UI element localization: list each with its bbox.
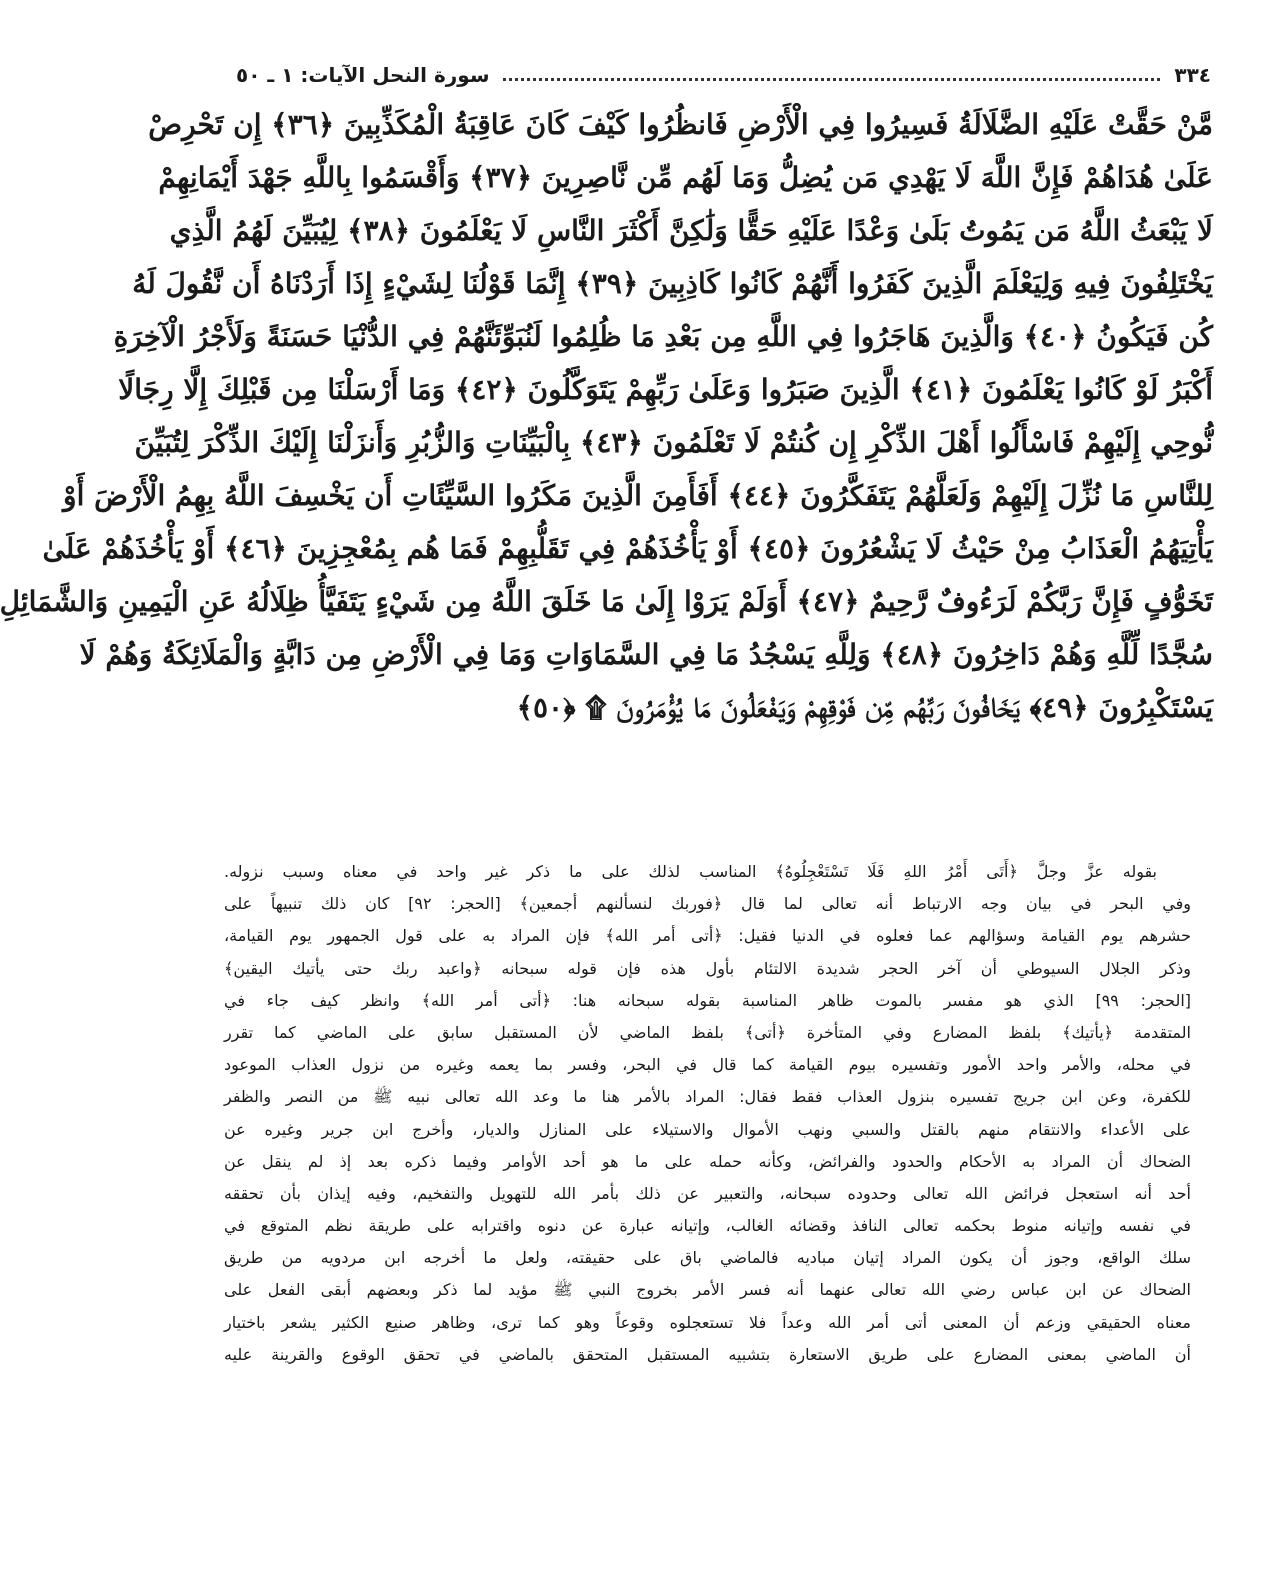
tafsir-line: على الأعداء والانتقام منهم بالقتل والسبي ونهب الأموال والاستيلاء على المنازل والديار، وأخرج ابن جرير وغيره عن [224, 1119, 1191, 1139]
quran-line: نُّوحِي إِلَيْهِمْ فَاسْأَلُوا أَهْلَ الذِّكْرِ إِن كُنتُمْ لَا تَعْلَمُونَ ﴿٤٣﴾ بِالْبَيِّنَاتِ وَالزُّبُرِ وَأَنزَلْنَا إِلَيْكَ الذِّكْرَ لِتُبَيِّنَ [134, 426, 1213, 459]
tafsir-line: الضحاك عن ابن عباس رضي الله تعالى عنهما أنه فسر الأمر بخروج النبي ﷺ مؤيد لما ذكر وبعضهم أبقى الفعل على [224, 1280, 1191, 1300]
quran-line: كُن فَيَكُونُ ﴿٤٠﴾ وَالَّذِينَ هَاجَرُوا فِي اللَّهِ مِن بَعْدِ مَا ظُلِمُوا لَنُبَوِّئَنَّهُمْ فِي الدُّنْيَا حَسَنَةً وَلَأَجْرُ الْآخِرَةِ [113, 320, 1213, 353]
tafsir-line: معناه الحقيقي وزعم أن المعنى أتى أمر الله وعداً فلا تستعجلوه وقوعاً وهو كما ترى، وظاهر صنيع الكثير يشعر باختيار [224, 1312, 1191, 1332]
quran-line: أَكْبَرُ لَوْ كَانُوا يَعْلَمُونَ ﴿٤١﴾ الَّذِينَ صَبَرُوا وَعَلَىٰ رَبِّهِمْ يَتَوَكَّلُونَ ﴿٤٢﴾ وَمَا أَرْسَلْنَا مِن قَبْلِكَ إِلَّا رِجَالًا [118, 373, 1213, 406]
tafsir-commentary-block [224, 856, 1191, 1371]
tafsir-line: بقوله عزَّ وجلَّ ﴿أَتَى أَمْرُ اللهِ فَلَا تَسْتَعْجِلُوهُ﴾ المناسب لذلك على ما ذكر غير واحد في معناه وسبب نزوله. [224, 862, 1157, 881]
tafsir-line: للكفرة، وعن ابن جريج تفسيره بنزول العذاب فقط فقال: المراد بالأمر هنا ما وعد الله تعالى نبيه ﷺ من النصر والظفر [224, 1087, 1191, 1107]
quran-line: سُجَّدًا لِّلَّهِ وَهُمْ دَاخِرُونَ ﴿٤٨﴾ وَلِلَّهِ يَسْجُدُ مَا فِي السَّمَاوَاتِ وَمَا فِي الْأَرْضِ مِن دَابَّةٍ وَالْمَلَائِكَةُ وَهُمْ لَا [79, 638, 1213, 671]
tafsir-line: سلك الواقع، وجوز أن يكون المراد إتيان مباديه فالماضي باق على حقيقته، ولعل ما أخرجه ابن مردويه من طريق [224, 1248, 1191, 1268]
tafsir-line: المتقدمة ﴿يأتيك﴾ بلفظ المضارع وفي المتأخرة ﴿أتى﴾ بلفظ الماضي لأن المستقبل سابق على الماضي كما تقرر [224, 1022, 1191, 1042]
tafsir-line: وذكر الجلال السيوطي أن آخر الحجر شديدة الالتئام بأول هذه فإن قوله سبحانه ﴿واعبد ربك حتى يأتيك اليقين﴾ [224, 958, 1191, 978]
tafsir-line: حشرهم يوم القيامة وسؤالهم عما فعلوه في الدنيا فقيل: ﴿أتى أمر الله﴾ فإن المراد به على قول الجمهور يوم القيامة، [224, 926, 1191, 946]
tafsir-line: الضحاك أن المراد به الأحكام والحدود والفرائض، وكأنه حمله على ما هو أحد الأوامر وفيما ذكره بعد إذ لم ينقل عن [224, 1151, 1191, 1171]
quran-line: مَّنْ حَقَّتْ عَلَيْهِ الضَّلَالَةُ فَسِيرُوا فِي الْأَرْضِ فَانظُرُوا كَيْفَ كَانَ عَاقِبَةُ الْمُكَذِّبِينَ ﴿٣٦﴾ إِن تَحْرِصْ [148, 108, 1213, 141]
tafsir-line: أحد أنه استعجل فرائض الله تعالى وحدوده سبحانه، والتعبير عن ذلك بأمر الله للتهويل والتفخيم، وفيه إيذان بأن تحققه [224, 1183, 1191, 1203]
tafsir-line: [الحجر: ٩٩] الذي هو مفسر بالموت ظاهر المناسبة بقوله سبحانه هنا: ﴿أتى أمر الله﴾ وانظر كيف جاء في [224, 990, 1192, 1010]
page-number: ٣٣٤ [1174, 63, 1211, 87]
quran-line: يَأْتِيَهُمُ الْعَذَابُ مِنْ حَيْثُ لَا يَشْعُرُونَ ﴿٤٥﴾ أَوْ يَأْخُذَهُمْ فِي تَقَلُّبِهِمْ فَمَا هُم بِمُعْجِزِينَ ﴿٤٦﴾ أَوْ يَأْخُذَهُمْ عَلَىٰ [42, 532, 1213, 565]
page-header [236, 58, 1211, 92]
tafsir-line: في نفسه وإتيانه منوط بحكمه تعالى النافذ وقضائه الغالب، وإتيانه عبارة عن دنوه واقترابه على طريقة نظم المتوقع في [224, 1216, 1191, 1236]
quran-text-block [0, 98, 1213, 734]
quran-line: تَخَوُّفٍ فَإِنَّ رَبَّكُمْ لَرَءُوفٌ رَّحِيمٌ ﴿٤٧﴾ أَوَلَمْ يَرَوْا إِلَىٰ مَا خَلَقَ اللَّهُ مِن شَيْءٍ يَتَفَيَّأُ ظِلَالُهُ عَنِ الْيَمِينِ وَالشَّمَائِلِ [0, 585, 1213, 618]
tafsir-line: في محله، والأمر واحد الأمور وتفسيره بيوم القيامة كما قال في البحر، وفسر بما يعمه وغيره من نزول العذاب الموعود [224, 1055, 1191, 1075]
quran-line: لَا يَبْعَثُ اللَّهُ مَن يَمُوتُ بَلَىٰ وَعْدًا عَلَيْهِ حَقًّا وَلَٰكِنَّ أَكْثَرَ النَّاسِ لَا يَعْلَمُونَ ﴿٣٨﴾ لِيُبَيِّنَ لَهُمُ الَّذِي [169, 214, 1213, 247]
quran-line: يَخْتَلِفُونَ فِيهِ وَلِيَعْلَمَ الَّذِينَ كَفَرُوا أَنَّهُمْ كَانُوا كَاذِبِينَ ﴿٣٩﴾ إِنَّمَا قَوْلُنَا لِشَيْءٍ إِذَا أَرَدْنَاهُ أَن نَّقُولَ لَهُ [132, 267, 1213, 300]
tafsir-line: أن الماضي بمعنى المضارع على طريق الاستعارة بتشبيه المستقبل المتحقق بالماضي في تحقق الوقوع والقرينة عليه [224, 1344, 1191, 1364]
surah-title: سورة النحل الآيات: ١ ـ ٥٠ [236, 63, 490, 87]
quran-line: يَسْتَكْبِرُونَ ﴿٤٩﴾ يَخَافُونَ رَبَّهُم مِّن فَوْقِهِمْ وَيَفْعَلُونَ مَا يُؤْمَرُونَ ۩ ﴿٥٠﴾ [516, 691, 1213, 724]
quran-line: لِلنَّاسِ مَا نُزِّلَ إِلَيْهِمْ وَلَعَلَّهُمْ يَتَفَكَّرُونَ ﴿٤٤﴾ أَفَأَمِنَ الَّذِينَ مَكَرُوا السَّيِّئَاتِ أَن يَخْسِفَ اللَّهُ بِهِمُ الْأَرْضَ أَوْ [63, 479, 1213, 512]
quran-line: عَلَىٰ هُدَاهُمْ فَإِنَّ اللَّهَ لَا يَهْدِي مَن يُضِلُّ وَمَا لَهُم مِّن نَّاصِرِينَ ﴿٣٧﴾ وَأَقْسَمُوا بِاللَّهِ جَهْدَ أَيْمَانِهِمْ [158, 161, 1213, 194]
tafsir-line: وفي البحر في بيان وجه الارتباط أنه تعالى لما قال ﴿فوربك لنسألنهم أجمعين﴾ [الحجر: ٩٢] كان ذلك تنبيهاً على [224, 894, 1191, 914]
header-dotted-leader [503, 78, 1160, 81]
